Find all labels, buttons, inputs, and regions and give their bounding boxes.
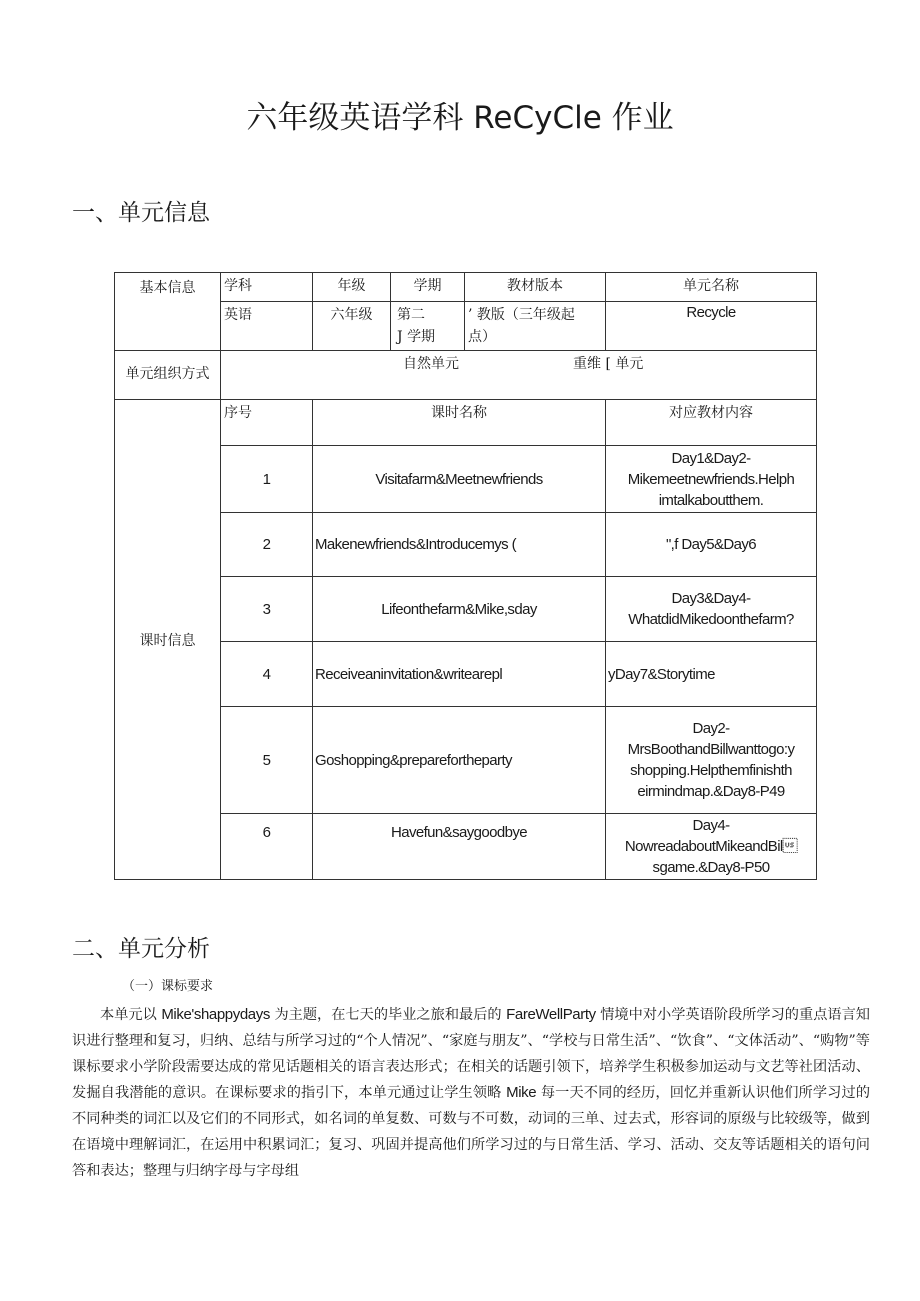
para-party: FareWellParty (506, 1006, 596, 1023)
lesson-content: ",f Day5&Day6 (606, 513, 817, 577)
lesson-name: Receiveaninvitation&writearepl (313, 642, 606, 707)
para-text: 每一天不同的经历，回忆并重新认识他们所学习过的不同种类的词汇以及它们的不同形式，如名词的单复数、可数与不可数，动词的三单、过去式，形容词的原级与比较级等，做到在语境中理解词汇，在运用中积累词汇；复习、巩固并提高他们所学习过的与日常生活、学习、活动、交友等话题相关的语句问答和表达；整理与归纳字母与字母组 (72, 1085, 871, 1179)
lesson-content: Day3&Day4- WhatdidMikedoonthefarm? (606, 577, 817, 642)
lesson-no: 2 (221, 513, 313, 577)
lesson-name: Goshopping&preparefortheparty (313, 707, 606, 814)
lesson-name: Makenewfriends&Introducemys ( (313, 513, 606, 577)
lesson-no: 3 (221, 577, 313, 642)
org-label-cell (115, 351, 221, 400)
lesson-name: Havefun&saygoodbye (313, 814, 606, 880)
header-term: 学期 (391, 273, 465, 302)
lesson-no: 4 (221, 642, 313, 707)
section-heading-unit-analysis: 二、单元分析 (72, 936, 210, 962)
lesson-content: yDay7&Storytime (606, 642, 817, 707)
table-row (115, 577, 817, 642)
para-theme: Mike'shappydays (161, 1006, 270, 1023)
header-textbook: 教材版本 (465, 273, 606, 302)
value-term: 第二 J 学期 (391, 302, 465, 351)
analysis-paragraph (72, 1002, 870, 1184)
unit-info-table (114, 272, 817, 880)
org-rebuild: 重维 [ 单元 (573, 356, 644, 372)
para-text: 习的重点语言知识进行整理和复习，归纳、总结与所学习过的“个人情况”、“家庭与朋友”、“学校与日常生活”、“饮食”、“文体活动”、“购物”等课标要求小学阶段需要达成的常见话题相关的语言表达形式；在相关的话题引领下，培养学生积极参加运动与文艺等社团活动、发掘自我潜能的意识。在课标要求的指引下，本单元通过让学生领略 (72, 1007, 870, 1101)
org-value-cell (221, 351, 817, 400)
page-title: 六年级英语学科 ReCyCle 作业 (246, 100, 674, 136)
value-grade: 六年级 (313, 302, 391, 351)
lesson-label: 课时信息 (139, 632, 196, 649)
org-natural: 自然单元 (403, 356, 459, 372)
table-row (115, 642, 817, 707)
value-textbook: ’ 教版（三年级起 点） (465, 302, 606, 351)
para-text: 本单元以 (100, 1007, 162, 1023)
para-mike: Mike (506, 1084, 537, 1101)
lesson-label-cell (115, 400, 221, 880)
lesson-name: Lifeonthefarm&Mike,sday (313, 577, 606, 642)
lesson-content: Day2- MrsBoothandBillwanttogo:y shopping.Helpthemfinishth eirmindmap.&Day8-P49 (606, 707, 817, 814)
basic-info-label-cell (115, 273, 221, 351)
table-row (115, 513, 817, 577)
header-grade: 年级 (313, 273, 391, 302)
header-subject: 学科 (221, 273, 313, 302)
table-row (115, 707, 817, 814)
lesson-header-no: 序号 (221, 400, 313, 446)
subsection-heading-curriculum: （一）课标要求 (122, 979, 214, 994)
header-unit-name: 单元名称 (606, 273, 817, 302)
org-label: 单元组织方式 (125, 366, 210, 382)
lesson-header-name: 课时名称 (313, 400, 606, 446)
lesson-content: Day1&Day2- Mikemeetnewfriends.Helph imtalkaboutthem. (606, 446, 817, 513)
lesson-header-content: 对应教材内容 (606, 400, 817, 446)
lesson-no: 5 (221, 707, 313, 814)
section-heading-unit-info: 一、单元信息 (72, 200, 210, 226)
para-text: 为主题，在七天的毕业之旅和最后的 (269, 1007, 507, 1023)
lesson-name: Visitafarm&Meetnewfriends (313, 446, 606, 513)
basic-info-label: 基本信息 (139, 280, 196, 296)
table-row (115, 446, 817, 513)
table-row (115, 814, 817, 880)
lesson-no: 6 (221, 814, 313, 880)
value-subject: 英语 (221, 302, 313, 351)
value-unit-name: Recycle (606, 302, 817, 351)
lesson-no: 1 (221, 446, 313, 513)
lesson-content: Day4- NowreadaboutMikeandBil sgame.&Day8-P50 (606, 814, 817, 880)
para-text: 情境中对小学英语阶段所学 (595, 1007, 771, 1023)
